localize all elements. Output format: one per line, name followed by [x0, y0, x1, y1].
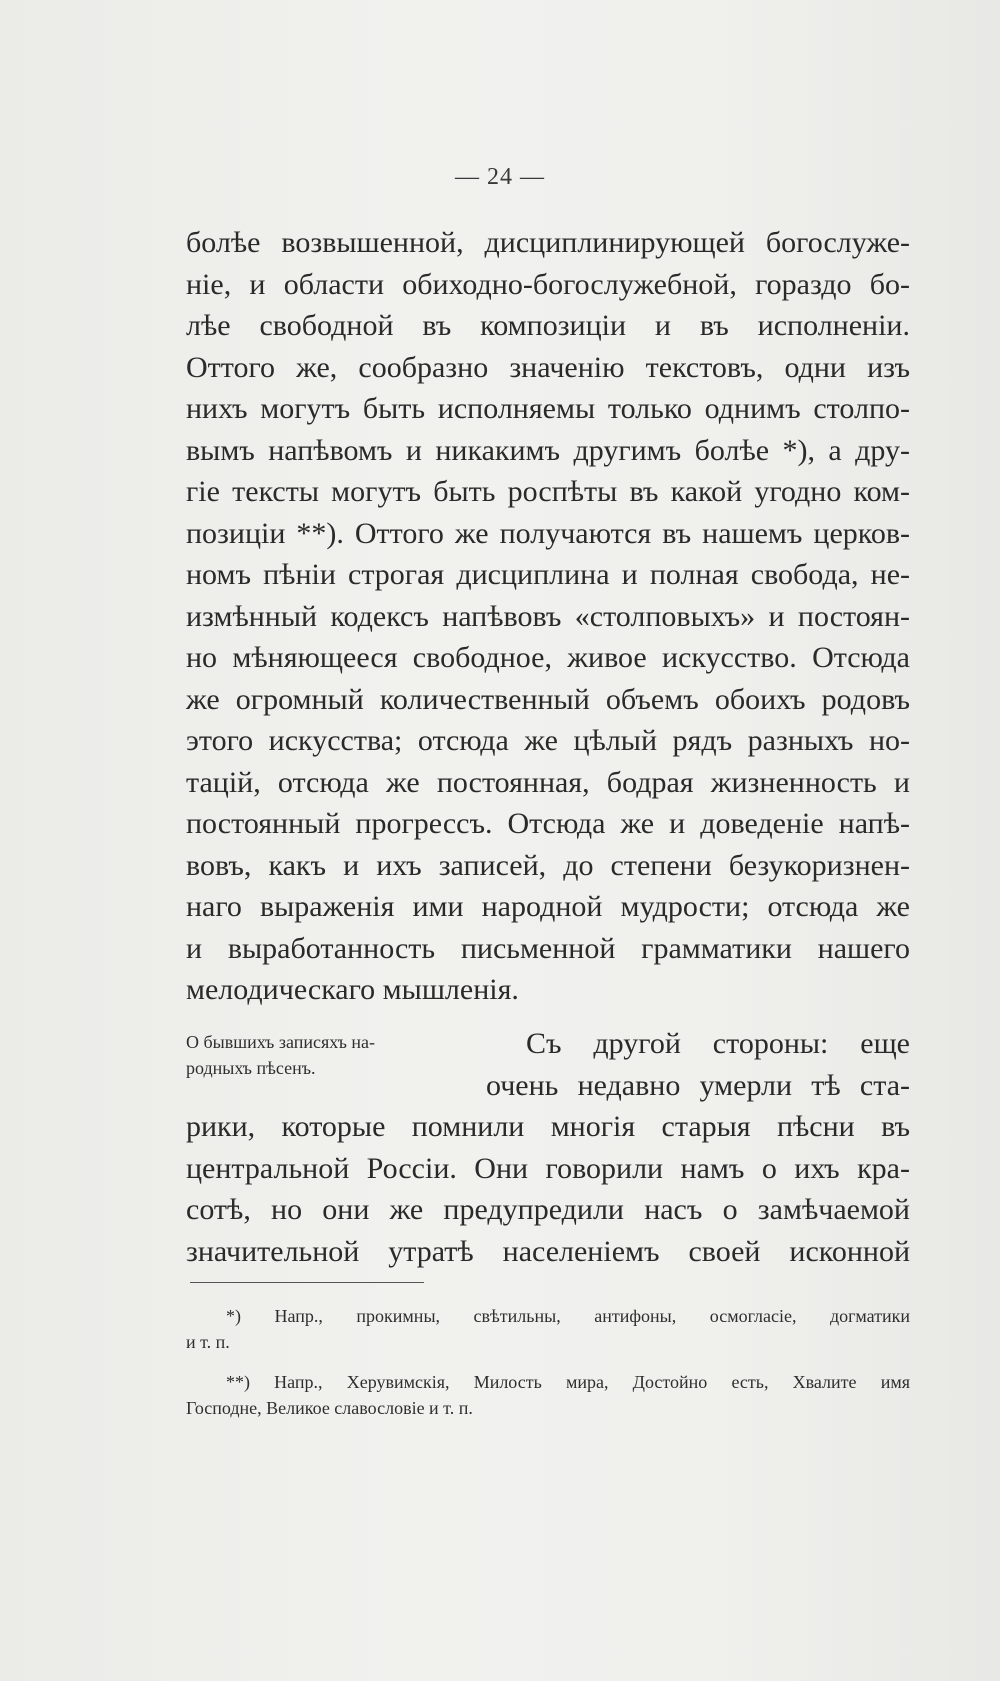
text-line: постоянный прогрессъ. Отсюда же и доведеніе напѣ- [186, 807, 910, 840]
text-line: рики, которые помнили многія старыя пѣсни въ [186, 1110, 910, 1143]
text-line: номъ пѣніи строгая дисциплина и полная свобода, не- [186, 558, 910, 591]
text-line: тацій, отсюда же постоянная, бодрая жизненность и [186, 765, 910, 799]
text-line: лѣе свободной въ композиціи и въ исполненіи. [186, 309, 910, 342]
text-line: же огромный количественный объемъ обоихъ родовъ [186, 682, 910, 716]
text-line: центральной Россіи. Они говорили намъ о ихъ кра- [186, 1151, 910, 1185]
footnote-line: *) Напр., прокимны, свѣтильны, антифоны, осмогласіе, догматики [226, 1306, 910, 1326]
footnote-line: Господне, Великое славословіе и т. п. [186, 1398, 473, 1418]
text-line: нихъ могутъ быть исполняемы только однимъ столпо- [186, 392, 910, 425]
text-line: измѣнный кодексъ напѣвовъ «столповыхъ» и постоян- [186, 599, 910, 633]
text-line: очень недавно умерли тѣ ста- [486, 1068, 910, 1102]
marginal-note-line: родныхъ пѣсенъ. [186, 1058, 316, 1078]
text-line: ніе, и области обиходно-богослужебной, гораздо бо- [186, 267, 910, 301]
text-line: вымъ напѣвомъ и никакимъ другимъ болѣе *), а дру- [186, 433, 910, 467]
footnote-line: и т. п. [186, 1332, 230, 1352]
text-line: наго выраженія ими народной мудрости; отсюда же [186, 890, 910, 923]
footnote-1 [186, 1303, 910, 1355]
section-paragraph [186, 1023, 910, 1272]
text-line: позиціи **). Оттого же получаются въ нашемъ церков- [186, 516, 910, 550]
text-line: гіе тексты могутъ быть роспѣты въ какой угодно ком- [186, 475, 910, 508]
marginal-note-line: О бывшихъ записяхъ на- [186, 1032, 375, 1052]
text-line: но мѣняющееся свободное, живое искусство. Отсюда [186, 641, 910, 674]
text-line: этого искусства; отсюда же цѣлый рядъ разныхъ но- [186, 724, 910, 757]
text-line: и выработанность письменной грамматики нашего [186, 931, 910, 965]
text-line: сотѣ, но они же предупредили насъ о замѣчаемой [186, 1193, 910, 1226]
footnote-line: **) Напр., Херувимскія, Милость мира, Достойно есть, Хвалите имя [226, 1372, 910, 1392]
text-line: значительной утратѣ населеніемъ своей исконной [186, 1234, 910, 1268]
text-line: вовъ, какъ и ихъ записей, до степени безукоризнен- [186, 848, 910, 882]
main-paragraph [186, 222, 910, 1011]
section-records-of-songs [186, 1023, 910, 1273]
page-number: — 24 — [455, 164, 545, 190]
text-line: болѣе возвышенной, дисциплинирующей богослуже- [186, 226, 910, 259]
text-line: Съ другой стороны: еще [526, 1027, 910, 1060]
text-line: Оттого же, сообразно значенію текстовъ, одни изъ [186, 350, 910, 384]
footnote-separator [190, 1282, 424, 1283]
text-line: мелодическаго мышленія. [186, 973, 519, 1006]
footnote-2 [186, 1369, 910, 1421]
footnotes [186, 1303, 910, 1435]
